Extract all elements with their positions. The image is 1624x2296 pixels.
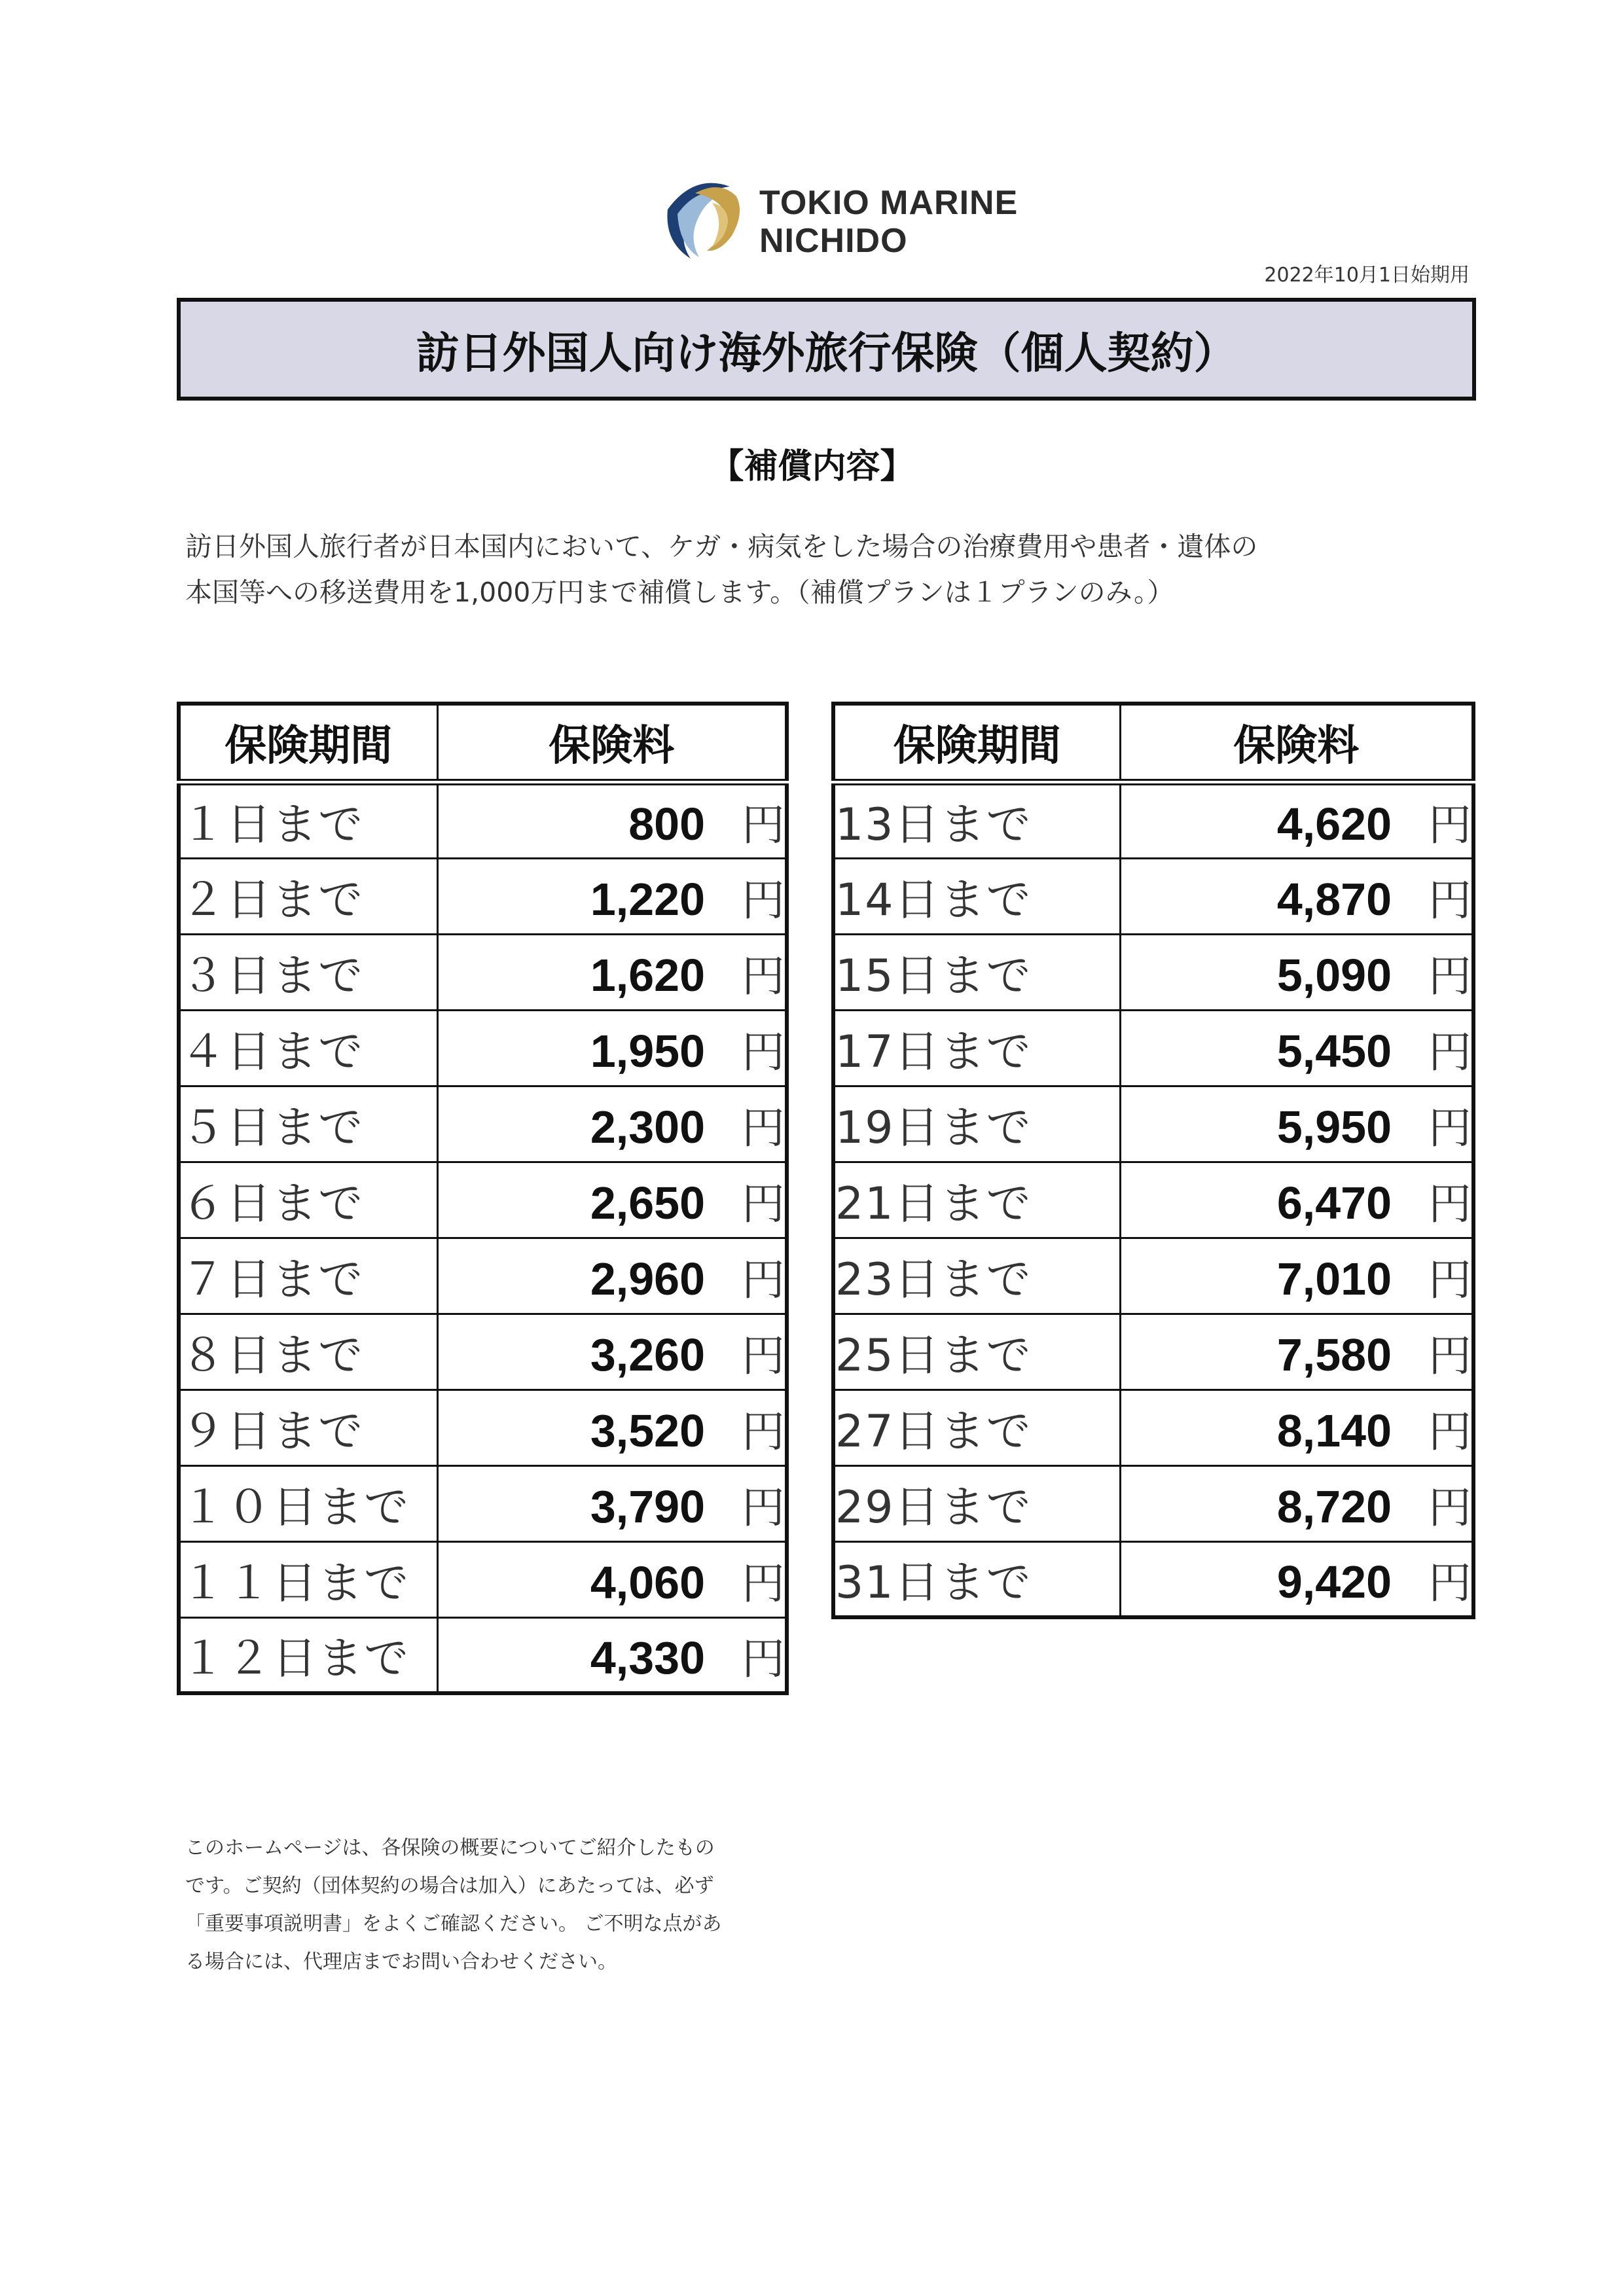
premium-amount: 4,060 <box>590 1556 705 1608</box>
table-row <box>833 1541 1473 1617</box>
period-cell: １２日まで <box>179 1617 437 1693</box>
disclaimer-line: このホームページは、各保険の概要についてご紹介したもの <box>185 1837 715 1859</box>
period-cell: 23日まで <box>833 1238 1120 1314</box>
currency-unit: 円 <box>1428 1557 1471 1608</box>
premium-cell <box>437 782 787 858</box>
premium-cell <box>1120 1086 1473 1162</box>
premium-amount: 1,220 <box>590 873 705 925</box>
table-row <box>179 1390 787 1465</box>
premium-amount: 5,450 <box>1276 1025 1392 1077</box>
premium-table-left <box>177 702 789 1695</box>
period-cell: ５日まで <box>179 1086 437 1162</box>
period-cell: ６日まで <box>179 1162 437 1238</box>
disclaimer-line: です。ご契約（団体契約の場合は加入）にあたっては、必ず <box>185 1874 714 1897</box>
period-cell: 14日まで <box>833 858 1120 934</box>
coverage-heading: 【補償内容】 <box>710 447 914 486</box>
premium-cell <box>1120 1162 1473 1238</box>
premium-amount: 800 <box>628 798 705 850</box>
table-row <box>833 1086 1473 1162</box>
premium-cell <box>437 1238 787 1314</box>
table-row <box>179 1314 787 1390</box>
currency-unit: 円 <box>742 1558 785 1609</box>
currency-unit: 円 <box>1428 1406 1471 1457</box>
currency-unit: 円 <box>742 1330 785 1381</box>
table-header-row <box>833 704 1473 782</box>
premium-amount: 7,580 <box>1276 1329 1392 1380</box>
table-row <box>179 1541 787 1617</box>
period-cell: ２日まで <box>179 858 437 934</box>
premium-amount: 2,960 <box>590 1253 705 1304</box>
header-period: 保険期間 <box>833 704 1120 782</box>
currency-unit: 円 <box>742 874 785 925</box>
currency-unit: 円 <box>742 800 785 851</box>
table-row <box>179 1465 787 1541</box>
premium-amount: 5,950 <box>1276 1101 1392 1153</box>
table-row <box>179 858 787 934</box>
page-title: 訪日外国人向け海外旅行保険（個人契約） <box>177 298 1476 401</box>
premium-cell <box>1120 858 1473 934</box>
table-row <box>179 1238 787 1314</box>
premium-cell <box>1120 934 1473 1010</box>
disclaimer <box>185 1829 722 1981</box>
period-cell: 21日まで <box>833 1162 1120 1238</box>
premium-amount: 8,720 <box>1276 1480 1392 1532</box>
currency-unit: 円 <box>1428 1102 1471 1153</box>
premium-amount: 1,620 <box>590 949 705 1001</box>
premium-amount: 2,300 <box>590 1101 705 1153</box>
period-cell: 17日まで <box>833 1010 1120 1086</box>
currency-unit: 円 <box>1428 1026 1471 1077</box>
premium-amount: 4,620 <box>1276 798 1392 850</box>
currency-unit: 円 <box>742 1406 785 1457</box>
premium-cell <box>1120 782 1473 858</box>
currency-unit: 円 <box>1428 1178 1471 1229</box>
disclaimer-line: 「重要事項説明書」をよくご確認ください。 ご不明な点があ <box>185 1912 722 1935</box>
premium-cell <box>437 858 787 934</box>
premium-cell <box>437 1617 787 1693</box>
description-line: 本国等への移送費用を1,000万円まで補償します。（補償プランは１プランのみ。） <box>185 577 1174 608</box>
table-row <box>833 858 1473 934</box>
premium-cell <box>437 1314 787 1390</box>
premium-cell <box>1120 1541 1473 1617</box>
premium-cell <box>437 1465 787 1541</box>
premium-cell <box>1120 1465 1473 1541</box>
table-row <box>179 1010 787 1086</box>
brand-name-line1: TOKIO MARINE <box>759 184 1019 222</box>
premium-amount: 3,790 <box>590 1480 705 1532</box>
table-row <box>833 1162 1473 1238</box>
premium-amount: 6,470 <box>1276 1177 1392 1229</box>
premium-cell <box>437 1086 787 1162</box>
table-row <box>833 1314 1473 1390</box>
effective-date: 2022年10月1日始期用 <box>1264 264 1470 287</box>
premium-amount: 9,420 <box>1276 1556 1392 1607</box>
currency-unit: 円 <box>1428 874 1471 925</box>
period-cell: 19日まで <box>833 1086 1120 1162</box>
currency-unit: 円 <box>1428 1482 1471 1533</box>
currency-unit: 円 <box>1428 1330 1471 1381</box>
premium-amount: 4,330 <box>590 1632 705 1683</box>
premium-amount: 8,140 <box>1276 1405 1392 1456</box>
period-cell: 13日まで <box>833 782 1120 858</box>
currency-unit: 円 <box>742 1026 785 1077</box>
currency-unit: 円 <box>742 1178 785 1229</box>
table-row <box>179 934 787 1010</box>
brand-name-line2: NICHIDO <box>759 222 908 260</box>
currency-unit: 円 <box>742 950 785 1001</box>
period-cell: ７日まで <box>179 1238 437 1314</box>
period-cell: 15日まで <box>833 934 1120 1010</box>
table-row <box>179 1617 787 1693</box>
period-cell: 29日まで <box>833 1465 1120 1541</box>
premium-table-right <box>831 702 1475 1619</box>
premium-amount: 5,090 <box>1276 949 1392 1001</box>
table-row <box>833 1465 1473 1541</box>
table-row <box>179 782 787 858</box>
table-header-row <box>179 704 787 782</box>
premium-amount: 3,520 <box>590 1405 705 1456</box>
coverage-description <box>185 524 1257 615</box>
period-cell: 25日まで <box>833 1314 1120 1390</box>
premium-cell <box>1120 1390 1473 1465</box>
table-row <box>833 782 1473 858</box>
period-cell: ９日まで <box>179 1390 437 1465</box>
company-logo <box>655 173 1060 265</box>
premium-cell <box>437 1162 787 1238</box>
premium-amount: 3,260 <box>590 1329 705 1380</box>
header-premium: 保険料 <box>437 704 787 782</box>
header-period: 保険期間 <box>179 704 437 782</box>
premium-amount: 7,010 <box>1276 1253 1392 1304</box>
period-cell: １０日まで <box>179 1465 437 1541</box>
period-cell: ４日まで <box>179 1010 437 1086</box>
table-row <box>833 1010 1473 1086</box>
currency-unit: 円 <box>742 1633 785 1684</box>
premium-cell <box>437 934 787 1010</box>
period-cell: 31日まで <box>833 1541 1120 1617</box>
premium-cell <box>437 1390 787 1465</box>
description-line: 訪日外国人旅行者が日本国内において、ケガ・病気をした場合の治療費用や患者・遺体の <box>185 531 1258 562</box>
premium-cell <box>1120 1010 1473 1086</box>
table-row <box>179 1086 787 1162</box>
table-row <box>833 1390 1473 1465</box>
period-cell: 27日まで <box>833 1390 1120 1465</box>
premium-cell <box>437 1010 787 1086</box>
table-row <box>833 934 1473 1010</box>
premium-cell <box>1120 1314 1473 1390</box>
currency-unit: 円 <box>742 1254 785 1305</box>
period-cell: ８日まで <box>179 1314 437 1390</box>
period-cell: １日まで <box>179 782 437 858</box>
currency-unit: 円 <box>1428 1254 1471 1305</box>
period-cell: １１日まで <box>179 1541 437 1617</box>
premium-cell <box>1120 1238 1473 1314</box>
premium-amount: 2,650 <box>590 1177 705 1229</box>
header-premium: 保険料 <box>1120 704 1473 782</box>
currency-unit: 円 <box>742 1482 785 1533</box>
table-row <box>179 1162 787 1238</box>
currency-unit: 円 <box>1428 950 1471 1001</box>
premium-cell <box>437 1541 787 1617</box>
period-cell: ３日まで <box>179 934 437 1010</box>
disclaimer-line: る場合には、代理店までお問い合わせください。 <box>185 1950 617 1973</box>
table-row <box>833 1238 1473 1314</box>
currency-unit: 円 <box>742 1102 785 1153</box>
premium-amount: 4,870 <box>1276 873 1392 925</box>
currency-unit: 円 <box>1428 800 1471 851</box>
tokio-marine-emblem-icon <box>655 173 746 265</box>
premium-amount: 1,950 <box>590 1025 705 1077</box>
